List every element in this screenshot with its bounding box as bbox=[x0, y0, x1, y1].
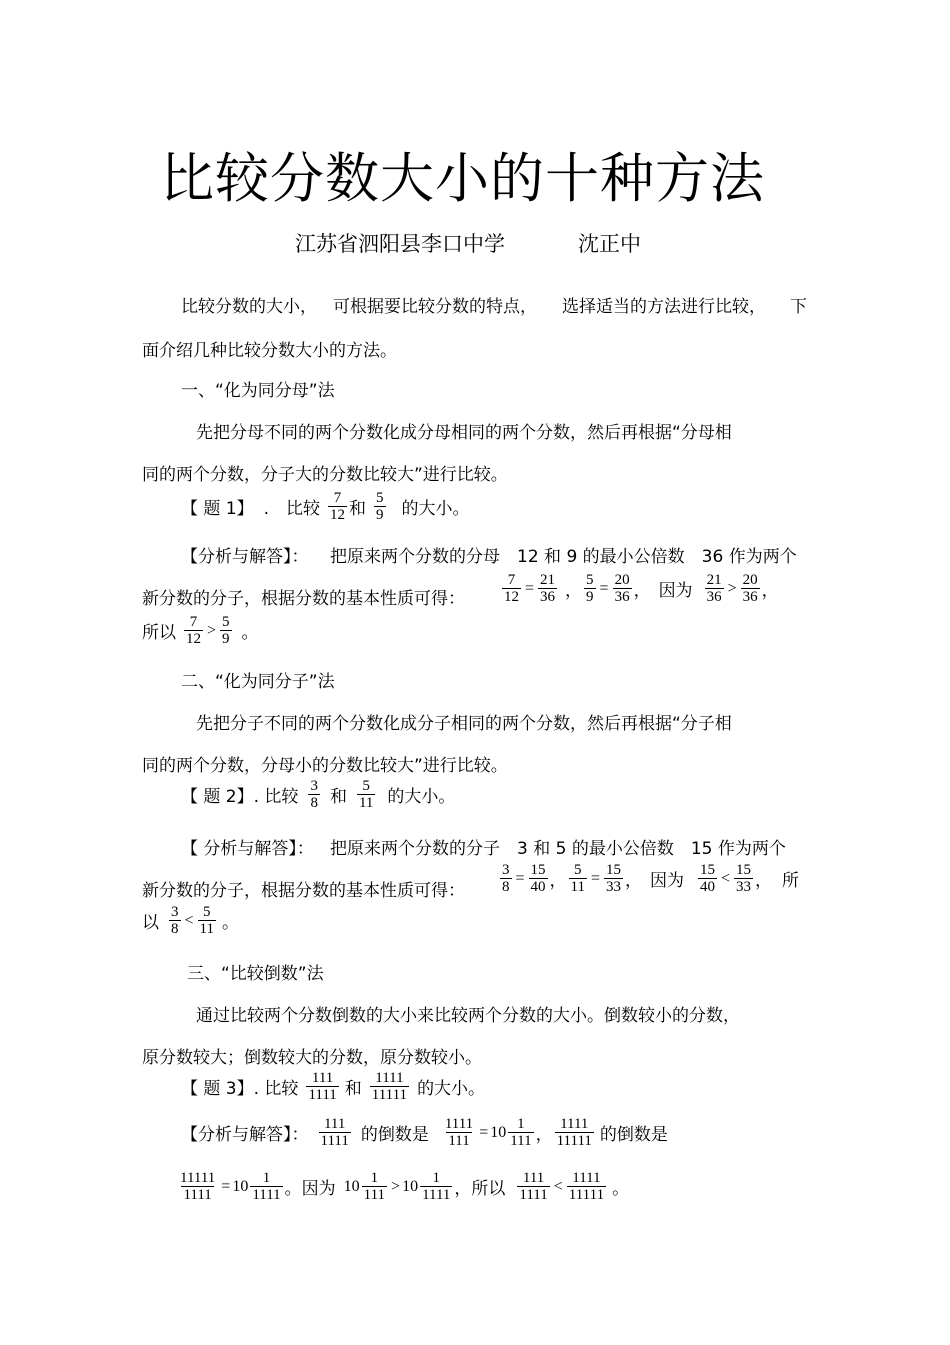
section-3-desc1: 通过比较两个分数倒数的大小来比较两个分数的大小。倒数较小的分数， bbox=[196, 1006, 740, 1026]
so-text: ，所以 bbox=[454, 1179, 506, 1199]
fraction: $\frac{1111}{111}$ bbox=[444, 1116, 474, 1149]
analysis-1-label: 【分析与解答】： bbox=[181, 547, 309, 567]
comma: ， bbox=[565, 581, 583, 601]
fraction: $\frac{5}{11}$ bbox=[570, 862, 585, 895]
fraction: $\frac{21}{36}$ bbox=[540, 572, 556, 605]
fraction: $\frac{15}{33}$ bbox=[736, 862, 752, 895]
section-1-heading: 一、“化为同分母”法 bbox=[181, 381, 335, 401]
section-2-heading: 二、“化为同分子”法 bbox=[181, 672, 335, 692]
intro-part-c: 选择适当的方法进行比较， bbox=[562, 297, 766, 317]
analysis-3-label: 【分析与解答】： bbox=[181, 1125, 309, 1145]
fraction: $\frac{5}{11}$ bbox=[199, 904, 214, 937]
section-1-desc1: 先把分母不同的两个分数化成分母相同的两个分数，然后再根据“分母相 bbox=[196, 423, 732, 443]
recip-text: 的倒数是 bbox=[360, 1125, 429, 1145]
because-text: 因为 bbox=[658, 581, 693, 601]
intro-part-d: 下 bbox=[790, 297, 807, 317]
fraction: $\frac{1111}{11111}$ bbox=[371, 1070, 408, 1103]
problem-2-end: 的大小。 bbox=[387, 787, 456, 807]
comma: ， bbox=[633, 581, 651, 601]
analysis-2-line2: 新分数的分子，根据分数的基本性质可得： bbox=[142, 881, 465, 901]
problem-2 bbox=[181, 778, 455, 811]
fraction: $\frac{7}{12}$ bbox=[330, 490, 346, 523]
greater-than-sign: > bbox=[391, 1177, 401, 1195]
and-text: 和 bbox=[344, 1079, 362, 1099]
analysis-2-equations bbox=[498, 862, 799, 895]
so-text-part-a: 所 bbox=[782, 871, 800, 891]
analysis-2-label: 【 分析与解答】： bbox=[181, 839, 314, 859]
fraction: $\frac{3}{8}$ bbox=[310, 778, 318, 811]
fraction: $\frac{5}{9}$ bbox=[222, 614, 230, 647]
comma: ， bbox=[761, 581, 779, 601]
fraction: $\frac{3}{8}$ bbox=[171, 904, 179, 937]
section-2-desc1: 先把分子不同的两个分数化成分子相同的两个分数，然后再根据“分子相 bbox=[196, 714, 732, 734]
period: 。 bbox=[221, 913, 239, 933]
analysis-2-conclusion bbox=[142, 904, 239, 937]
comma: ， bbox=[549, 871, 567, 891]
equals-sign: = bbox=[515, 869, 525, 887]
equals-sign: = bbox=[599, 579, 609, 597]
fraction: $\frac{5}{9}$ bbox=[376, 490, 384, 523]
fraction: $\frac{11111}{1111}$ bbox=[180, 1170, 216, 1203]
section-3-heading: 三、“比较倒数”法 bbox=[187, 964, 324, 984]
fraction: $\frac{5}{9}$ bbox=[586, 572, 594, 605]
problem-1-end: 的大小。 bbox=[401, 499, 470, 519]
because-text: 。因为 bbox=[284, 1179, 336, 1199]
mixed-number: 10 $\frac{1}{111}$ bbox=[343, 1170, 386, 1203]
intro-line2: 面介绍几种比较分数大小的方法。 bbox=[142, 341, 397, 361]
analysis-3-line2 bbox=[176, 1170, 629, 1203]
problem-1 bbox=[181, 490, 470, 523]
problem-3-label: 【 题 3】 bbox=[181, 1079, 254, 1099]
fraction: $\frac{5}{11}$ bbox=[358, 778, 374, 811]
analysis-1-equations bbox=[500, 572, 779, 605]
equals-sign: = bbox=[590, 869, 601, 887]
fraction: $\frac{111}{1111}$ bbox=[320, 1116, 349, 1149]
and-text: 和 bbox=[349, 499, 367, 519]
equals-sign: = bbox=[479, 1123, 489, 1141]
fraction: $\frac{1111}{11111}$ bbox=[568, 1170, 605, 1203]
fraction: $\frac{20}{36}$ bbox=[742, 572, 758, 605]
problem-3 bbox=[181, 1070, 485, 1103]
fraction: $\frac{111}{1111}$ bbox=[308, 1070, 337, 1103]
mixed-number: 10 $\frac{1}{111}$ bbox=[490, 1116, 532, 1149]
problem-3-text: . 比较 bbox=[253, 1079, 299, 1099]
fraction: $\frac{1111}{11111}$ bbox=[556, 1116, 592, 1149]
fraction: $\frac{7}{12}$ bbox=[504, 572, 519, 605]
mixed-number: 10 $\frac{1}{1111}$ bbox=[232, 1170, 281, 1203]
period: 。 bbox=[241, 623, 259, 643]
analysis-3-line1 bbox=[181, 1116, 668, 1149]
fraction: $\frac{15}{40}$ bbox=[530, 862, 546, 895]
comma: ， bbox=[625, 871, 643, 891]
fraction: $\frac{21}{36}$ bbox=[706, 572, 722, 605]
intro-part-a: 比较分数的大小， bbox=[181, 297, 317, 317]
intro-part-b: 可根据要比较分数的特点， bbox=[333, 297, 537, 317]
analysis-2-text: 把原来两个分数的分子 3 和 5 的最小公倍数 15 作为两个 bbox=[330, 839, 786, 859]
greater-than-sign: > bbox=[207, 621, 217, 639]
less-than-sign: < bbox=[184, 911, 194, 929]
less-than-sign: < bbox=[553, 1177, 563, 1195]
fraction: $\frac{15}{33}$ bbox=[606, 862, 622, 895]
problem-3-end: 的大小。 bbox=[417, 1079, 486, 1099]
comma: ， bbox=[755, 871, 773, 891]
mixed-number: 10 $\frac{1}{1111}$ bbox=[402, 1170, 451, 1203]
fraction: $\frac{111}{1111}$ bbox=[519, 1170, 548, 1203]
page-title: 比较分数大小的十种方法 bbox=[160, 147, 765, 210]
author-name: 沈正中 bbox=[578, 232, 641, 256]
problem-2-text: . 比较 bbox=[253, 787, 299, 807]
author-school: 江苏省泗阳县李口中学 bbox=[295, 232, 505, 256]
equals-sign: = bbox=[525, 579, 535, 597]
section-3-desc2: 原分数较大；倒数较大的分数，原分数较小。 bbox=[142, 1048, 482, 1068]
problem-1-text: . 比较 bbox=[263, 499, 321, 519]
comma: ， bbox=[535, 1125, 553, 1145]
analysis-1-conclusion bbox=[142, 614, 259, 647]
fraction: $\frac{15}{40}$ bbox=[700, 862, 716, 895]
less-than-sign: < bbox=[721, 869, 731, 887]
period: 。 bbox=[612, 1179, 630, 1199]
section-1-desc2: 同的两个分数，分子大的分数比较大”进行比较。 bbox=[142, 465, 508, 485]
because-text: 因为 bbox=[650, 871, 685, 891]
problem-2-label: 【 题 2】 bbox=[181, 787, 254, 807]
analysis-1-line2: 新分数的分子，根据分数的基本性质可得： bbox=[142, 589, 465, 609]
equals-sign: = bbox=[221, 1177, 231, 1195]
greater-than-sign: > bbox=[727, 579, 737, 597]
and-text: 和 bbox=[329, 787, 347, 807]
fraction: $\frac{3}{8}$ bbox=[502, 862, 510, 895]
section-2-desc2: 同的两个分数，分母小的分数比较大”进行比较。 bbox=[142, 756, 508, 776]
recip-text: 的倒数是 bbox=[599, 1125, 668, 1145]
so-text: 所以 bbox=[142, 623, 176, 643]
problem-1-label: 【 题 1】 bbox=[181, 499, 254, 519]
fraction: $\frac{7}{12}$ bbox=[186, 614, 201, 647]
analysis-1-text: 把原来两个分数的分母 12 和 9 的最小公倍数 36 作为两个 bbox=[330, 547, 797, 567]
fraction: $\frac{20}{36}$ bbox=[614, 572, 630, 605]
so-text-part-b: 以 bbox=[142, 913, 159, 933]
